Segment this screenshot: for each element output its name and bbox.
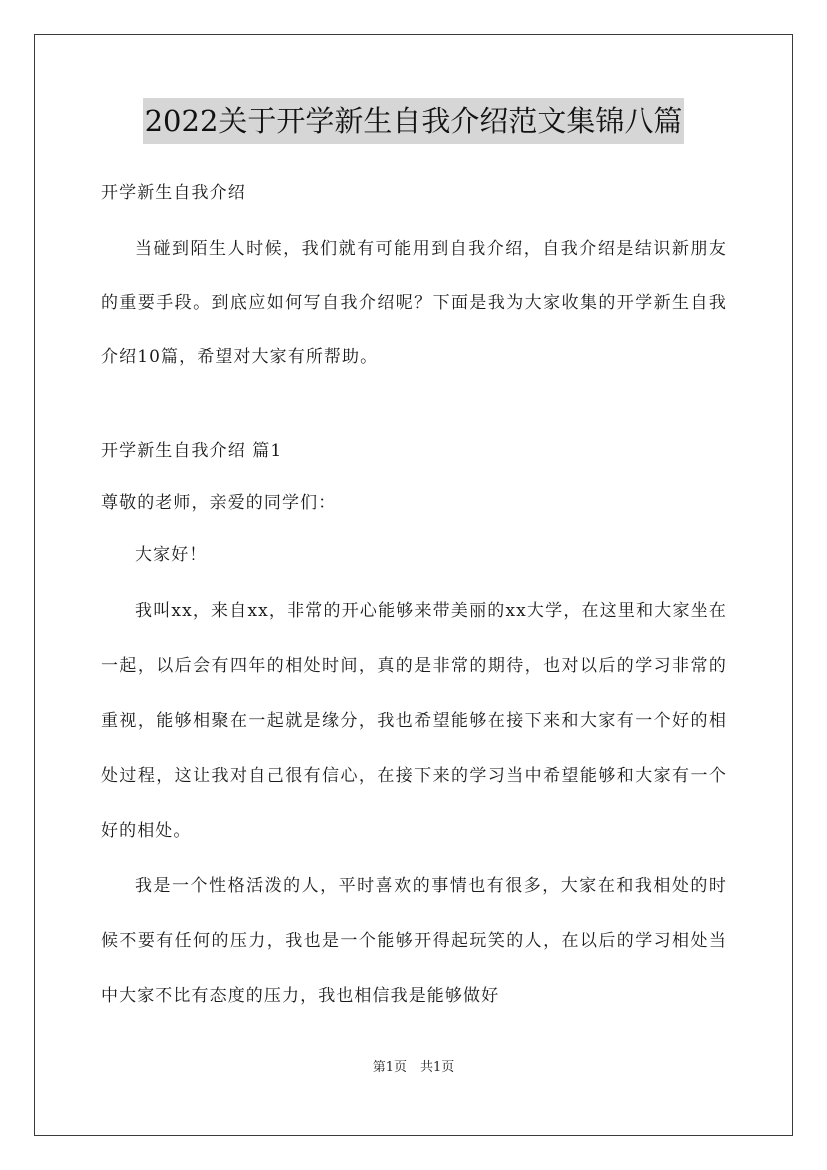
document-body xyxy=(101,170,727,1024)
section-heading: 开学新生自我介绍 xyxy=(101,183,246,203)
intro-paragraph: 当碰到陌生人时候，我们就有可能用到自我介绍，自我介绍是结识新朋友的重要手段。到底应如何写自我介绍呢？下面是我为大家收集的开学新生自我介绍10篇，希望对大家有所帮助。 xyxy=(101,239,727,367)
section-1-title: 开学新生自我介绍 篇1 xyxy=(101,441,283,461)
body-paragraph-2: 我是一个性格活泼的人，平时喜欢的事情也有很多，大家在和我相处的时候不要有任何的压力，我也是一个能够开得起玩笑的人，在以后的学习相处当中大家不比有态度的压力，我也相信我是能够做好 xyxy=(101,876,727,1006)
greeting: 大家好！ xyxy=(135,545,208,565)
salutation: 尊敬的老师，亲爱的同学们： xyxy=(101,493,337,513)
page-footer: 第1页 共1页 xyxy=(372,1060,455,1075)
title-container xyxy=(0,98,827,144)
document-title: 2022关于开学新生自我介绍范文集锦八篇 xyxy=(143,98,685,144)
body-paragraph-1: 我叫xx，来自xx，非常的开心能够来带美丽的xx大学，在这里和大家坐在一起，以后会有四年的相处时间，真的是非常的期待，也对以后的学习非常的重视，能够相聚在一起就是缘分，我也希望能够在接下来和大家有一个好的相处过程，这让我对自己很有信心，在接下来的学习当中希望能够和大家有一个好的相处。 xyxy=(101,601,727,841)
